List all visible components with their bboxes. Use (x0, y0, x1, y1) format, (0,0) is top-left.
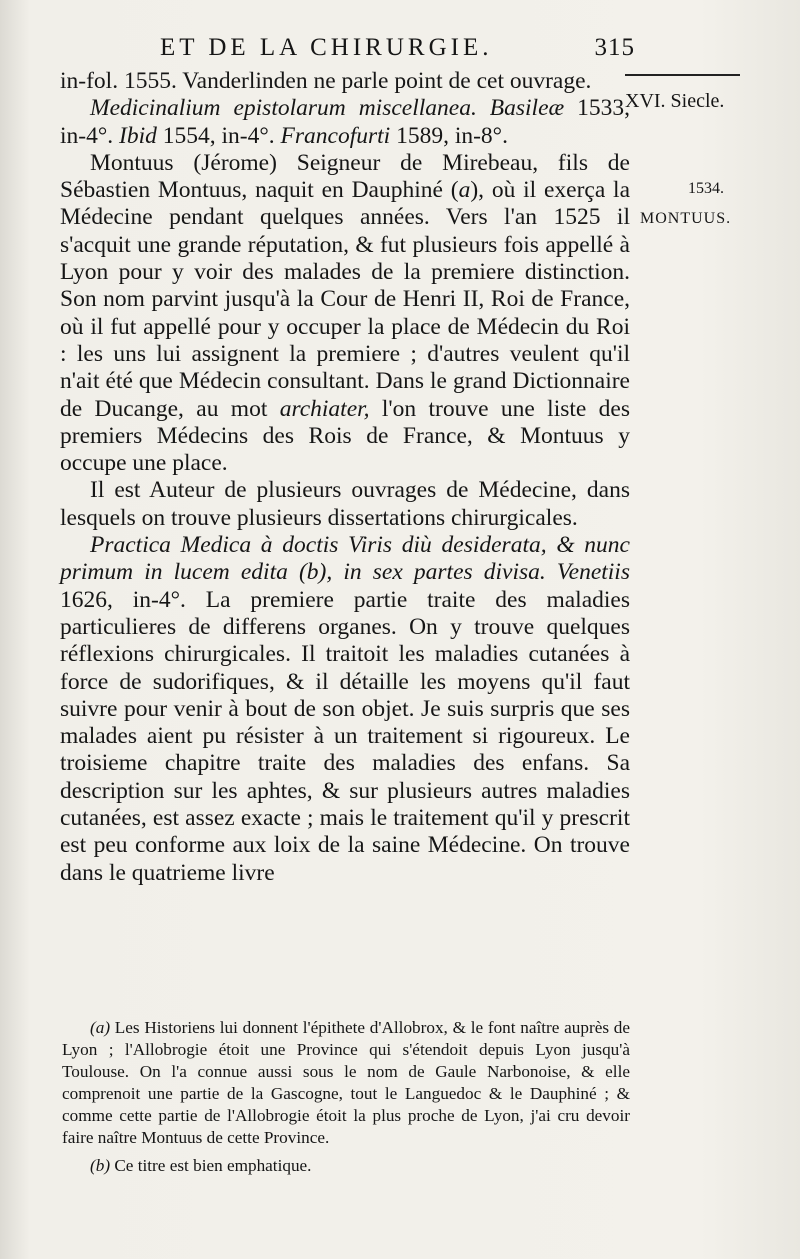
margin-name: MONTUUS. (640, 210, 732, 227)
work-title-2: Practica Medica à doctis Viris diù desiderata, & nunc primum in lucem edita (b), in sex partes divisa. Venetiis (60, 532, 630, 586)
main-text (60, 68, 630, 887)
text-span: 1626, in-4°. La premiere partie traite des maladies particulieres de differens organes. On y trouve quelques réflexions chirurgicales. Il traitoit les maladies cutanées à force de sudorifiques, & il détaille les moyens qu'il faut suivre pour venir à bout de son objet. Je suis surpris que ses malades aient pu résister à un traitement si rigoureux. Le troisieme chapitre traite des maladies des enfans. Sa description sur les aphtes, & sur plusieurs autres maladies cutanées, est assez exacte ; mais le traitement qu'il y prescrit est peu conforme aux loix de la saine Médecine. On trouve dans le quatrieme livre (60, 586, 630, 886)
text-span: archiater, (279, 395, 370, 422)
margin-year: 1534. (688, 180, 724, 197)
footnotes (62, 1017, 630, 1177)
footnote-text: Ce titre est bien emphatique. (110, 1155, 312, 1175)
paragraph-2 (60, 95, 630, 150)
footnote-a (62, 1017, 630, 1150)
footnote-marker: (b) (90, 1155, 111, 1175)
text-span: Ibid (119, 122, 157, 149)
running-title: ET DE LA CHIRURGIE. (160, 34, 493, 61)
footnote-ref-a: a (458, 177, 471, 204)
work-title-1: Medicinalium epistolarum miscellanea. Basileæ (90, 95, 565, 122)
text-span: 1533, in-4°. (60, 95, 630, 149)
page-number: 315 (594, 34, 635, 61)
paragraph-1: in-fol. 1555. Vanderlinden ne parle point de cet ouvrage. (60, 68, 592, 94)
text-span: Montuus (Jérome) Seigneur de Mirebeau, fils de Sébastien Montuus, naquit en Dauphiné ( (60, 149, 630, 204)
text-span: l'on trouve une liste des premiers Médecins des Rois de France, & Montuus y occupe une place. (60, 395, 631, 477)
text-span: Francofurti (280, 122, 391, 149)
margin-century: XVI. Siecle. (625, 90, 725, 112)
footnote-marker: (a) (90, 1018, 111, 1037)
footnote-text: Les Historiens lui donnent l'épithete d'Allobrox, & le font naître auprès de Lyon ; l'Allobrogie étoit une Province qui s'étendoit depuis Lyon jusqu'à Toulouse. On l'a connue aussi sous le nom de Gaule Narbonoise, & elle comprenoit une partie de la Gascogne, tout le Languedoc & le Dauphiné ; & comme cette partie de l'Allobrogie étoit la plus proche de Lyon, j'ai cru devoir faire naître Montuus de cette Province. (62, 1018, 630, 1148)
paragraph-3 (60, 150, 630, 478)
text-span: 1554, in-4°. (156, 122, 281, 149)
footnote-b (62, 1155, 630, 1177)
text-span: 1589, in-8°. (390, 122, 508, 149)
paragraph-5 (60, 532, 630, 887)
margin-rule (625, 74, 740, 76)
paragraph-4: Il est Auteur de plusieurs ouvrages de Médecine, dans lesquels on trouve plusieurs dissertations chirurgicales. (60, 477, 630, 531)
text-span: ), où il exerça la Médecine pendant quelques années. Vers l'an 1525 il s'acquit une grande réputation, & fut plusieurs fois appellé à Lyon pour y voir des malades de la premiere distinction. Son nom parvint jusqu'à la Cour de Henri II, Roi de France, où il fut appellé pour y occuper la place de Médecin du Roi : les uns lui assignent la premiere ; d'autres veulent qu'il n'ait été que Médecin consultant. Dans le grand Dictionnaire de Ducange, au mot (60, 177, 631, 422)
